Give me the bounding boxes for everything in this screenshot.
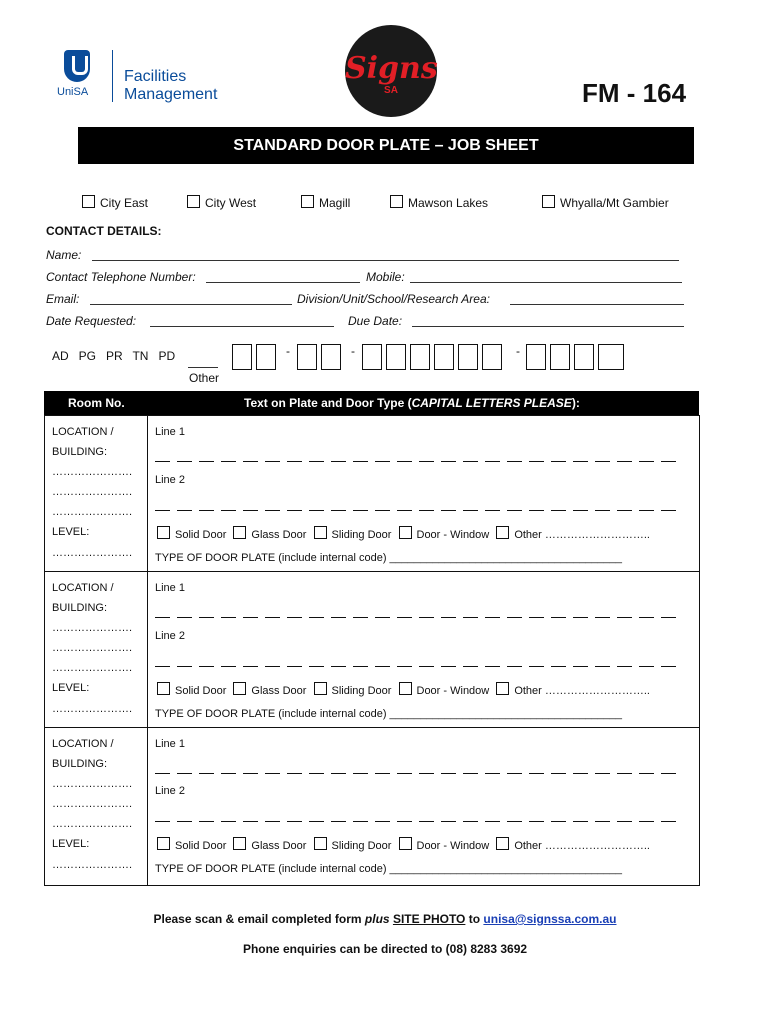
column-divider: [147, 415, 148, 885]
code-box[interactable]: [598, 344, 624, 370]
plate-type-field[interactable]: TYPE OF DOOR PLATE (include internal code) ______________________________________: [155, 863, 623, 875]
checkbox-icon[interactable]: [82, 195, 95, 208]
signs-brand: Signs: [345, 51, 438, 86]
room-no-header: Room No.: [68, 396, 125, 410]
signs-sa-logo: [345, 25, 437, 117]
form-title: STANDARD DOOR PLATE – JOB SHEET: [78, 127, 694, 164]
code-box[interactable]: [362, 344, 382, 370]
building-field[interactable]: ………………….: [52, 818, 133, 830]
name-label: Name:: [46, 248, 82, 262]
line2-field[interactable]: [155, 666, 676, 667]
org-line1: Facilities: [124, 68, 187, 85]
building-field[interactable]: ………………….: [52, 486, 133, 498]
code-dash: -: [516, 344, 520, 358]
checkbox-icon[interactable]: [233, 526, 246, 539]
campus-whyalla[interactable]: Whyalla/Mt Gambier: [542, 195, 669, 210]
code-box[interactable]: [386, 344, 406, 370]
checkbox-icon[interactable]: [399, 526, 412, 539]
checkbox-icon[interactable]: [496, 682, 509, 695]
phone-label: Contact Telephone Number:: [46, 270, 196, 284]
campus-city-east[interactable]: City East: [82, 195, 148, 210]
checkbox-icon[interactable]: [399, 837, 412, 850]
checkbox-icon[interactable]: [314, 526, 327, 539]
division-label: Division/Unit/School/Research Area:: [297, 292, 490, 306]
org-line2: Management: [124, 86, 218, 103]
code-box[interactable]: [434, 344, 454, 370]
line1-label: Line 1: [155, 738, 185, 750]
other-code-field[interactable]: [188, 367, 218, 368]
code-box[interactable]: [482, 344, 502, 370]
building-field[interactable]: ………………….: [52, 466, 133, 478]
code-box[interactable]: [256, 344, 276, 370]
plate-type-field[interactable]: TYPE OF DOOR PLATE (include internal code) ______________________________________: [155, 552, 623, 564]
level-field[interactable]: ………………….: [52, 703, 133, 715]
plate-type-field[interactable]: TYPE OF DOOR PLATE (include internal code) ______________________________________: [155, 708, 623, 720]
code-dash: -: [286, 344, 290, 358]
checkbox-icon[interactable]: [233, 837, 246, 850]
code-box[interactable]: [410, 344, 430, 370]
door-type-options: Solid Door Glass Door Sliding Door Door - Window Other ………………………..: [157, 682, 650, 697]
other-label: Other: [189, 371, 220, 385]
email-link[interactable]: unisa@signssa.com.au: [483, 912, 617, 926]
text-on-plate-header: Text on Plate and Door Type (CAPITAL LETTERS PLEASE):: [244, 396, 580, 410]
building-field[interactable]: ………………….: [52, 622, 133, 634]
phone-enquiries: Phone enquiries can be directed to (08) 8283 3692: [242, 942, 528, 956]
line1-field[interactable]: [155, 461, 676, 462]
level-field[interactable]: ………………….: [52, 547, 133, 559]
code-box[interactable]: [526, 344, 546, 370]
code-prefixes: AD PG PR TN PD: [52, 349, 176, 363]
signs-sub: SA: [384, 85, 398, 96]
line1-field[interactable]: [155, 773, 676, 774]
campus-magill[interactable]: Magill: [301, 195, 350, 210]
code-box[interactable]: [574, 344, 594, 370]
checkbox-icon[interactable]: [157, 526, 170, 539]
line1-field[interactable]: [155, 617, 676, 618]
facilities-management-title: [124, 68, 217, 104]
table-row: LOCATION / BUILDING: …………………. …………………. …………………. LEVEL: ………………….: [52, 426, 133, 559]
row-divider: [44, 571, 699, 572]
form-code: FM - 164: [582, 78, 687, 108]
code-box[interactable]: [458, 344, 478, 370]
phone-field[interactable]: [206, 282, 360, 283]
checkbox-icon[interactable]: [314, 682, 327, 695]
table-row: LOCATION / BUILDING: …………………. …………………. …………………. LEVEL: ………………….: [52, 738, 133, 871]
checkbox-icon[interactable]: [496, 837, 509, 850]
table-row: LOCATION / BUILDING: …………………. …………………. …………………. LEVEL: ………………….: [52, 582, 133, 715]
checkbox-icon[interactable]: [399, 682, 412, 695]
date-requested-label: Date Requested:: [46, 314, 137, 328]
table-header: [44, 391, 699, 415]
email-field[interactable]: [90, 304, 292, 305]
building-field[interactable]: ………………….: [52, 642, 133, 654]
code-box[interactable]: [232, 344, 252, 370]
logo-divider: [112, 50, 113, 102]
line2-label: Line 2: [155, 630, 185, 642]
checkbox-icon[interactable]: [233, 682, 246, 695]
checkbox-icon[interactable]: [157, 837, 170, 850]
code-box[interactable]: [550, 344, 570, 370]
code-dash: -: [351, 344, 355, 358]
building-field[interactable]: ………………….: [52, 798, 133, 810]
checkbox-icon[interactable]: [187, 195, 200, 208]
checkbox-icon[interactable]: [301, 195, 314, 208]
line2-label: Line 2: [155, 474, 185, 486]
level-field[interactable]: ………………….: [52, 859, 133, 871]
name-field[interactable]: [92, 260, 679, 261]
campus-city-west[interactable]: City West: [187, 195, 256, 210]
line1-label: Line 1: [155, 582, 185, 594]
mobile-field[interactable]: [410, 282, 682, 283]
unisa-shield-icon: [64, 50, 90, 82]
due-date-field[interactable]: [412, 326, 684, 327]
line2-label: Line 2: [155, 785, 185, 797]
building-field[interactable]: ………………….: [52, 662, 133, 674]
line2-field[interactable]: [155, 510, 676, 511]
date-requested-field[interactable]: [150, 326, 334, 327]
checkbox-icon[interactable]: [314, 837, 327, 850]
campus-mawson-lakes[interactable]: Mawson Lakes: [390, 195, 488, 210]
building-field[interactable]: ………………….: [52, 506, 133, 518]
door-type-options: Solid Door Glass Door Sliding Door Door - Window Other ………………………..: [157, 526, 650, 541]
checkbox-icon[interactable]: [542, 195, 555, 208]
line2-field[interactable]: [155, 821, 676, 822]
door-type-options: Solid Door Glass Door Sliding Door Door - Window Other ………………………..: [157, 837, 650, 852]
building-field[interactable]: ………………….: [52, 778, 133, 790]
code-box[interactable]: [297, 344, 317, 370]
code-box[interactable]: [321, 344, 341, 370]
contact-heading: CONTACT DETAILS:: [46, 224, 162, 238]
row-divider: [44, 727, 699, 728]
due-date-label: Due Date:: [348, 314, 403, 328]
unisa-wordmark: UniSA: [57, 86, 89, 98]
table-frame: [44, 415, 700, 886]
mobile-label: Mobile:: [366, 270, 405, 284]
line1-label: Line 1: [155, 426, 185, 438]
checkbox-icon[interactable]: [390, 195, 403, 208]
checkbox-icon[interactable]: [157, 682, 170, 695]
submission-instructions: Please scan & email completed form plus SITE PHOTO to unisa@signssa.com.au: [153, 912, 617, 926]
email-label: Email:: [46, 292, 80, 306]
checkbox-icon[interactable]: [496, 526, 509, 539]
division-field[interactable]: [510, 304, 684, 305]
